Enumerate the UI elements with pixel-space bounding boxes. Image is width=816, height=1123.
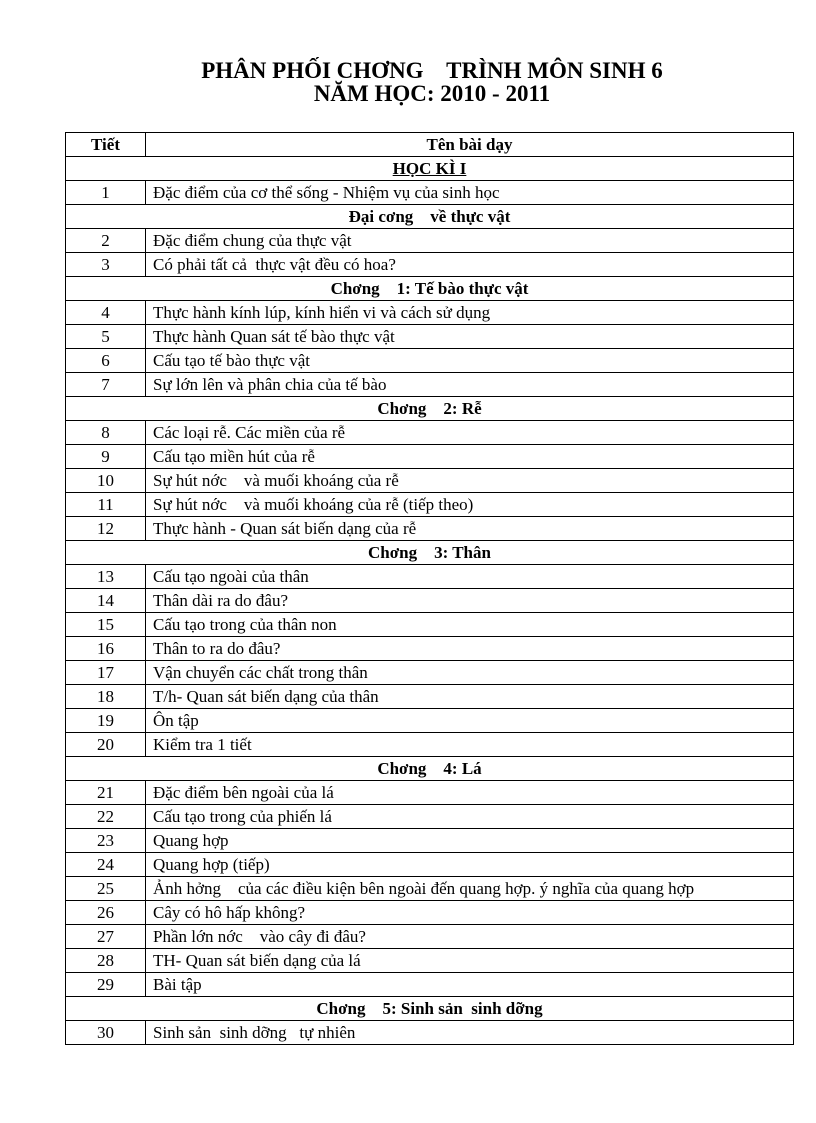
table-row <box>66 709 794 733</box>
lesson-name: Quang hợp <box>146 829 794 853</box>
lesson-name: Thực hành Quan sát tế bào thực vật <box>146 325 794 349</box>
period-number: 17 <box>66 661 146 685</box>
table-row <box>66 589 794 613</box>
column-header-lesson: Tên bài dạy <box>146 133 794 157</box>
lesson-name: Đặc điểm bên ngoài của lá <box>146 781 794 805</box>
lesson-name: Có phải tất cả thực vật đều có hoa? <box>146 253 794 277</box>
period-number: 15 <box>66 613 146 637</box>
column-header-period: Tiết <box>66 133 146 157</box>
table-row <box>66 349 794 373</box>
period-number: 28 <box>66 949 146 973</box>
period-number: 3 <box>66 253 146 277</box>
period-number: 22 <box>66 805 146 829</box>
period-number: 1 <box>66 181 146 205</box>
lesson-name: Các loại rễ. Các miền của rễ <box>146 421 794 445</box>
period-number: 13 <box>66 565 146 589</box>
period-number: 10 <box>66 469 146 493</box>
school-year: NĂM HỌC: 2010 - 2011 <box>313 81 551 106</box>
period-number: 19 <box>66 709 146 733</box>
table-row <box>66 829 794 853</box>
lesson-name: Phần lớn nớc vào cây đi đâu? <box>146 925 794 949</box>
table-row <box>66 949 794 973</box>
table-row <box>66 565 794 589</box>
curriculum-table <box>65 132 794 1045</box>
table-row <box>66 229 794 253</box>
lesson-name: Đặc điểm chung của thực vật <box>146 229 794 253</box>
lesson-name: TH- Quan sát biến dạng của lá <box>146 949 794 973</box>
document-title: PHÂN PHỐI CHƠNG TRÌNH MÔN SINH 6 <box>201 58 663 83</box>
lesson-name: Ảnh hởng của các điều kiện bên ngoài đến quang hợp. ý nghĩa của quang hợp <box>146 877 794 901</box>
table-row <box>66 973 794 997</box>
section-row <box>66 397 794 421</box>
section-row <box>66 541 794 565</box>
period-number: 20 <box>66 733 146 757</box>
table-row <box>66 925 794 949</box>
table-row <box>66 181 794 205</box>
period-number: 18 <box>66 685 146 709</box>
period-number: 14 <box>66 589 146 613</box>
period-number: 24 <box>66 853 146 877</box>
table-row <box>66 685 794 709</box>
table-row <box>66 805 794 829</box>
section-title: Chơng 4: Lá <box>66 757 794 781</box>
table-row <box>66 733 794 757</box>
lesson-name: Sự lớn lên và phân chia của tế bào <box>146 373 794 397</box>
table-row <box>66 1021 794 1045</box>
section-title: Chơng 2: Rễ <box>66 397 794 421</box>
table-row <box>66 853 794 877</box>
period-number: 2 <box>66 229 146 253</box>
period-number: 12 <box>66 517 146 541</box>
section-title: Chơng 5: Sinh sản sinh dỡng <box>66 997 794 1021</box>
table-row <box>66 493 794 517</box>
section-row <box>66 205 794 229</box>
lesson-name: Sinh sản sinh dỡng tự nhiên <box>146 1021 794 1045</box>
table-row <box>66 877 794 901</box>
period-number: 8 <box>66 421 146 445</box>
period-number: 25 <box>66 877 146 901</box>
period-number: 21 <box>66 781 146 805</box>
lesson-name: Kiểm tra 1 tiết <box>146 733 794 757</box>
lesson-name: Thực hành kính lúp, kính hiển vi và cách sử dụng <box>146 301 794 325</box>
table-row <box>66 781 794 805</box>
table-body <box>66 157 794 1045</box>
lesson-name: Cây có hô hấp không? <box>146 901 794 925</box>
table-row <box>66 325 794 349</box>
lesson-name: Quang hợp (tiếp) <box>146 853 794 877</box>
table-row <box>66 253 794 277</box>
lesson-name: Vận chuyển các chất trong thân <box>146 661 794 685</box>
table-row <box>66 373 794 397</box>
lesson-name: Cấu tạo trong của phiến lá <box>146 805 794 829</box>
table-row <box>66 445 794 469</box>
section-row <box>66 757 794 781</box>
section-row <box>66 277 794 301</box>
table-header-row <box>66 133 794 157</box>
period-number: 5 <box>66 325 146 349</box>
lesson-name: Cấu tạo trong của thân non <box>146 613 794 637</box>
lesson-name: Cấu tạo miền hút của rễ <box>146 445 794 469</box>
period-number: 9 <box>66 445 146 469</box>
lesson-name: T/h- Quan sát biến dạng của thân <box>146 685 794 709</box>
section-row <box>66 997 794 1021</box>
period-number: 4 <box>66 301 146 325</box>
table-row <box>66 637 794 661</box>
table-row <box>66 517 794 541</box>
table-row <box>66 661 794 685</box>
table-row <box>66 301 794 325</box>
lesson-name: Đặc điểm của cơ thể sống - Nhiệm vụ của sinh học <box>146 181 794 205</box>
section-row <box>66 157 794 181</box>
table-row <box>66 901 794 925</box>
section-title: Đại cơng về thực vật <box>66 205 794 229</box>
lesson-name: Thân dài ra do đâu? <box>146 589 794 613</box>
lesson-name: Thân to ra do đâu? <box>146 637 794 661</box>
period-number: 26 <box>66 901 146 925</box>
period-number: 11 <box>66 493 146 517</box>
table-row <box>66 613 794 637</box>
period-number: 30 <box>66 1021 146 1045</box>
lesson-name: Cấu tạo ngoài của thân <box>146 565 794 589</box>
period-number: 23 <box>66 829 146 853</box>
lesson-name: Ôn tập <box>146 709 794 733</box>
section-title: HỌC KÌ I <box>66 157 794 181</box>
lesson-name: Sự hút nớc và muối khoáng của rễ <box>146 469 794 493</box>
table-row <box>66 469 794 493</box>
lesson-name: Thực hành - Quan sát biến dạng của rễ <box>146 517 794 541</box>
lesson-name: Bài tập <box>146 973 794 997</box>
section-title: Chơng 3: Thân <box>66 541 794 565</box>
period-number: 6 <box>66 349 146 373</box>
period-number: 27 <box>66 925 146 949</box>
period-number: 7 <box>66 373 146 397</box>
lesson-name: Cấu tạo tế bào thực vật <box>146 349 794 373</box>
lesson-name: Sự hút nớc và muối khoáng của rễ (tiếp theo) <box>146 493 794 517</box>
section-title: Chơng 1: Tế bào thực vật <box>66 277 794 301</box>
period-number: 29 <box>66 973 146 997</box>
table-row <box>66 421 794 445</box>
period-number: 16 <box>66 637 146 661</box>
